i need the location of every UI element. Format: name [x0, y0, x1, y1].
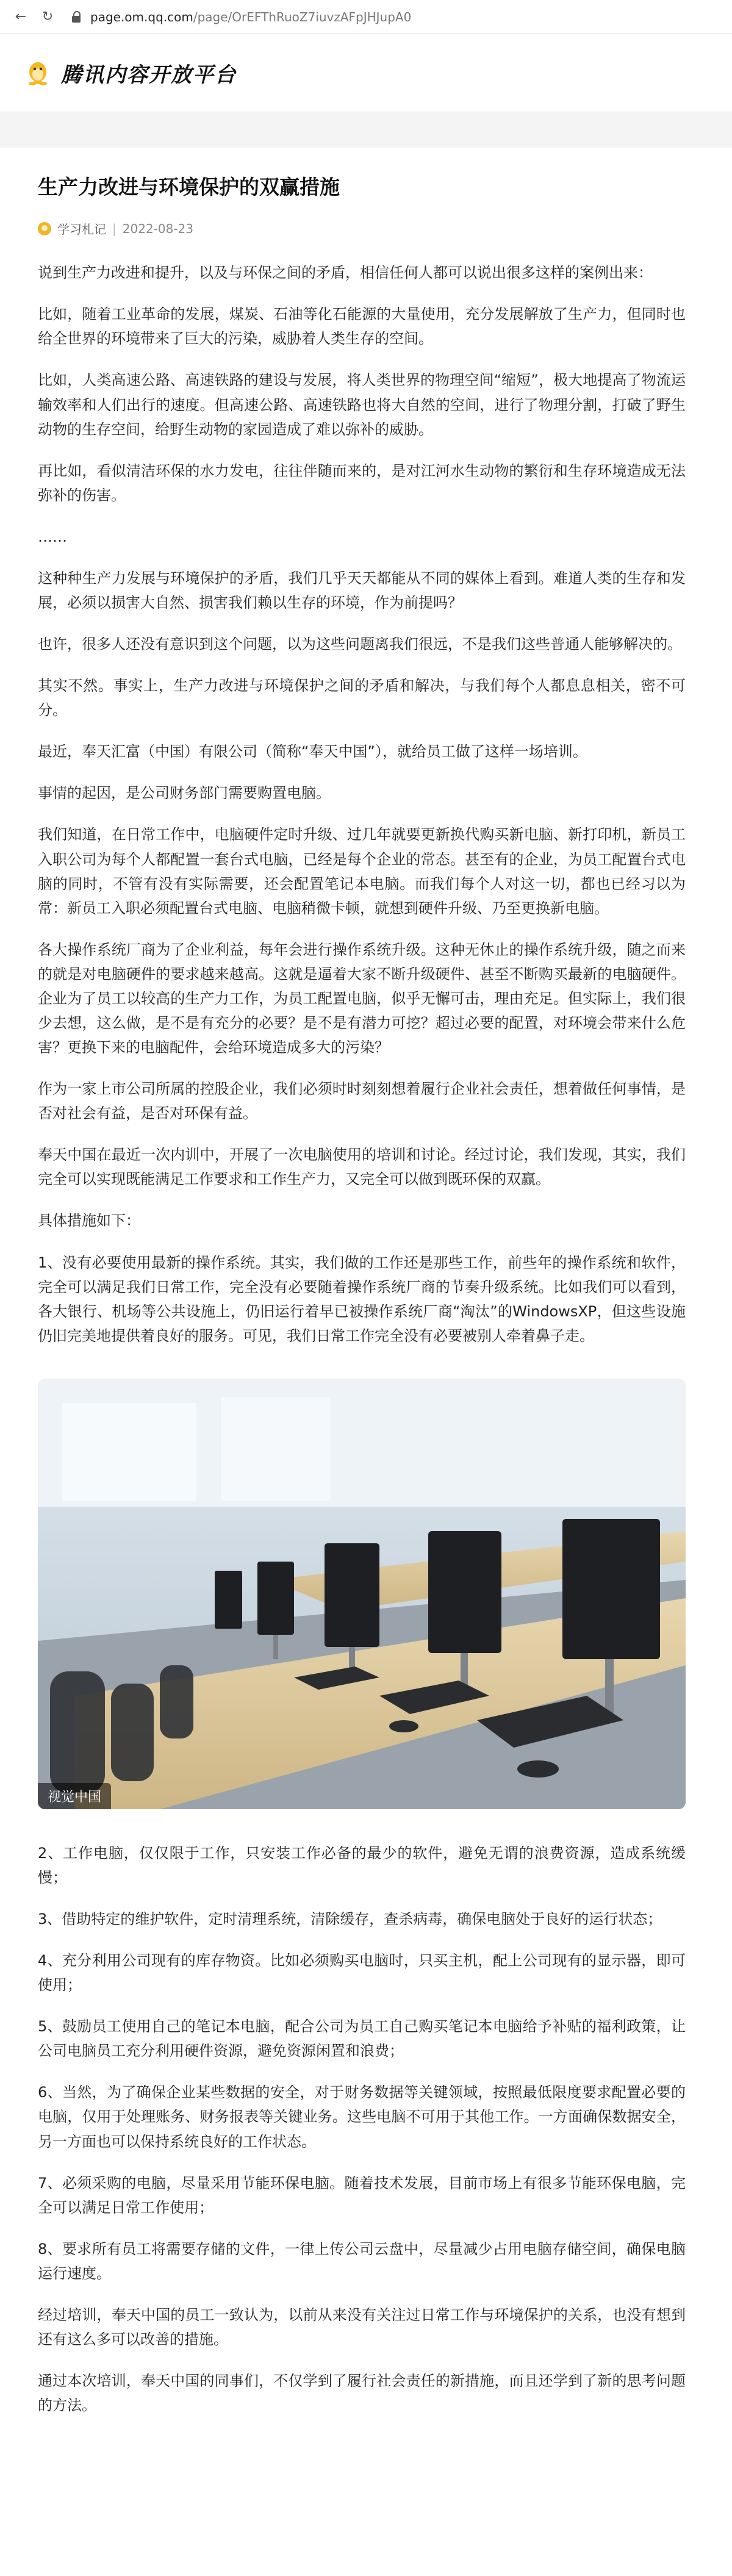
reload-icon[interactable]: ↻	[41, 9, 54, 24]
back-icon[interactable]: ←	[15, 9, 27, 24]
office-computers-illustration	[38, 1379, 686, 1809]
penguin-logo-icon[interactable]	[24, 60, 51, 87]
lock-icon	[72, 11, 82, 23]
article-paragraph: 3、借助特定的维护软件，定时清理系统，清除缓存，查杀病毒，确保电脑处于良好的运行状态；	[38, 1910, 662, 1928]
address-bar[interactable]	[66, 6, 720, 28]
article-paragraph: 事情的起因，是公司财务部门需要购置电脑。	[38, 784, 331, 802]
article-paragraph: 7、必须采购的电脑，尽量采用节能环保电脑。随着技术发展，目前市场上有很多节能环保电脑，完全可以满足日常工作使用；	[38, 2174, 686, 2216]
article-paragraph: 其实不然。事实上，生产力改进与环境保护之间的矛盾和解决，与我们每个人都息息相关，密不可分。	[38, 677, 686, 719]
article-paragraph: 4、充分利用公司现有的库存物资。比如必须购买电脑时，只买主机，配上公司现有的显示器，即可使用；	[38, 1952, 686, 1994]
article-meta	[38, 220, 686, 237]
article-paragraph: 说到生产力改进和提升，以及与环保之间的矛盾，相信任何人都可以说出很多这样的案例出来：	[38, 264, 653, 282]
url-path: /page/OrEFThRuoZ7iuvzAFpJHJupA0	[193, 9, 412, 24]
author-avatar[interactable]	[38, 222, 51, 235]
article-paragraph: 通过本次培训，奉天中国的同事们，不仅学到了履行社会责任的新措施，而且还学到了新的思考问题的方法。	[38, 2372, 686, 2414]
article-paragraph: 各大操作系统厂商为了企业利益，每年会进行操作系统升级。这种无休止的操作系统升级，随之而来的就是对电脑硬件的要求越来越高。这就是逼着大家不断升级硬件、甚至不断购买最新的电脑硬件。企业为了员工以较高的生产力工作，为员工配置电脑，似乎无懈可击，理由充足。但实际上，我们很少去想，这么做，是不是有充分的必要？是不是有潜力可挖？超过必要的配置，对环境会带来什么危害？更换下来的电脑配件，会给环境造成多大的污染？	[38, 941, 686, 1057]
article-title: 生产力改进与环境保护的双赢措施	[38, 175, 340, 199]
site-header	[0, 34, 732, 112]
article-paragraph: 也许，很多人还没有意识到这个问题，以为这些问题离我们很远，不是我们这些普通人能够解决的。	[38, 636, 682, 653]
article-paragraph: 6、当然，为了确保企业某些数据的安全，对于财务数据等关键领域，按照最低限度要求配置必要的电脑，仅用于处理账务、财务报表等关键业务。这些电脑不可用于其他工作。一方面确保数据安全，另一方面也可以保持系统良好的工作状态。	[38, 2084, 686, 2150]
article-body	[38, 260, 686, 2417]
url-host: page.om.qq.com	[90, 9, 193, 24]
browser-toolbar	[0, 0, 732, 34]
article-paragraph: 比如，人类高速公路、高速铁路的建设与发展，将人类世界的物理空间“缩短”，极大地提高了物流运输效率和人们出行的速度。但高速公路、高速铁路也将大自然的空间，进行了物理分割，打破了野生动物的生存空间，给野生动物的家园造成了难以弥补的威胁。	[38, 371, 686, 438]
article-paragraph: 奉天中国在最近一次内训中，开展了一次电脑使用的培训和讨论。经过讨论，我们发现，其实，我们完全可以实现既能满足工作要求和工作生产力，又完全可以做到既环保的双赢。	[38, 1146, 686, 1188]
article-paragraph: 具体措施如下：	[38, 1212, 140, 1230]
article-paragraph: 2、工作电脑，仅仅限于工作，只安装工作必备的最少的软件，避免无谓的浪费资源，造成系统缓慢；	[38, 1844, 686, 1886]
meta-divider: |	[112, 221, 117, 236]
article-container	[0, 148, 732, 2576]
article-paragraph: 1、没有必要使用最新的操作系统。其实，我们做的工作还是那些工作，前些年的操作系统和软件，完全可以满足我们日常工作，完全没有必要随着操作系统厂商的节奏升级系统。比如我们可以看到，各大银行、机场等公共设施上，仍旧运行着早已被操作系统厂商“淘汰”的WindowsXP，但这些设施仍旧完美地提供着良好的服务。可见，我们日常工作完全没有必要被别人牵着鼻子走。	[38, 1254, 686, 1344]
article-paragraph: 8、要求所有员工将需要存储的文件，一律上传公司云盘中，尽量减少占用电脑存储空间，确保电脑运行速度。	[38, 2240, 686, 2282]
article-paragraph: 经过培训，奉天中国的员工一致认为，以前从来没有关注过日常工作与环境保护的关系，也没有想到还有这么多可以改善的措施。	[38, 2306, 686, 2348]
site-name[interactable]: 腾讯内容开放平台	[61, 63, 237, 87]
author-name[interactable]: 学习札记	[57, 222, 106, 237]
publish-date: 2022-08-23	[122, 221, 193, 236]
article-paragraph: 再比如，看似清洁环保的水力发电，往往伴随而来的，是对江河水生动物的繁衍和生存环境造成无法弥补的伤害。	[38, 462, 686, 504]
article-paragraph: ……	[38, 528, 67, 545]
article-paragraph: 5、鼓励员工使用自己的笔记本电脑，配合公司为员工自己购买笔记本电脑给予补贴的福利政策，让公司电脑员工充分利用硬件资源，避免资源闲置和浪费；	[38, 2018, 686, 2060]
article-paragraph: 这种种生产力发展与环境保护的矛盾，我们几乎天天都能从不同的媒体上看到。难道人类的生存和发展，必须以损害大自然、损害我们赖以生存的环境，作为前提吗？	[38, 569, 686, 611]
article-paragraph: 作为一家上市公司所属的控股企业，我们必须时时刻刻想着履行企业社会责任，想着做任何事情，是否对社会有益，是否对环保有益。	[38, 1080, 686, 1122]
image-caption: 视觉中国	[38, 1783, 111, 1809]
article-paragraph: 最近，奉天汇富（中国）有限公司（简称“奉天中国”），就给员工做了这样一场培训。	[38, 743, 587, 761]
article-image[interactable]	[38, 1379, 686, 1809]
article-paragraph: 我们知道，在日常工作中，电脑硬件定时升级、过几年就要更新换代购买新电脑、新打印机，新员工入职公司为每个人都配置一套台式电脑，已经是每个企业的常态。甚至有的企业，为员工配置台式电脑的同时，不管有没有实际需要，还会配置笔记本电脑。而我们每个人对这一切，都也已经习以为常：新员工入职必须配置台式电脑、电脑稍微卡顿，就想到硬件升级、乃至更换新电脑。	[38, 826, 686, 917]
article-paragraph: 比如，随着工业革命的发展，煤炭、石油等化石能源的大量使用，充分发展解放了生产力，但同时也给全世界的环境带来了巨大的污染，威胁着人类生存的空间。	[38, 306, 686, 348]
